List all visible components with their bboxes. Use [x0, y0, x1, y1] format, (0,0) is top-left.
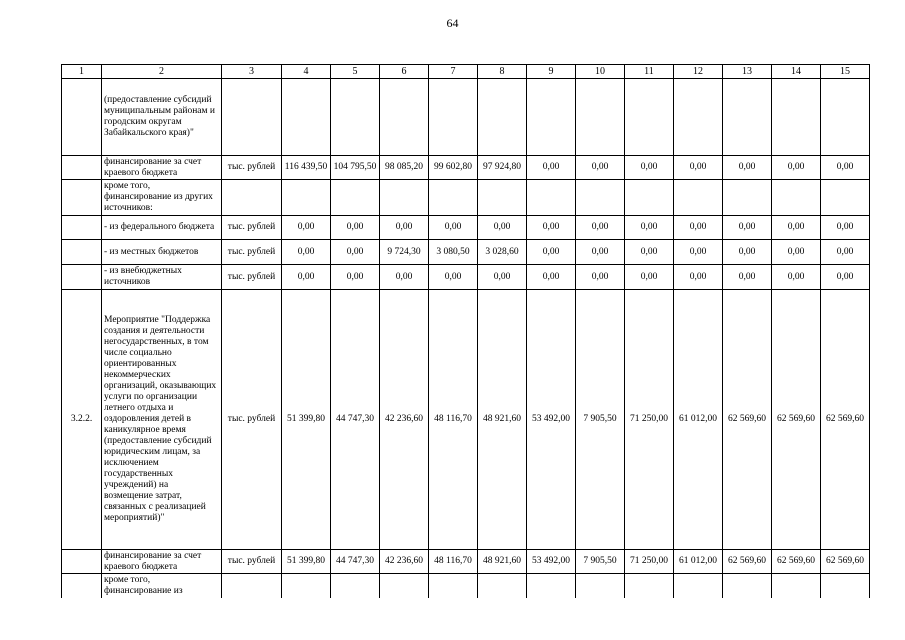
row-value-cell [478, 574, 527, 598]
row-value-cell: 71 250,00 [625, 290, 674, 550]
row-value-cell: 48 116,70 [429, 290, 478, 550]
row-value-cell: 0,00 [576, 156, 625, 180]
column-header-3: 3 [222, 65, 282, 79]
row-value-cell: 0,00 [282, 216, 331, 240]
row-value-cell [576, 79, 625, 156]
row-value-cell: 42 236,60 [380, 290, 429, 550]
row-index-cell [62, 574, 102, 598]
row-description-cell: - из внебюджетных источников [102, 265, 222, 290]
row-value-cell [821, 574, 870, 598]
row-value-cell: 0,00 [821, 265, 870, 290]
row-unit-cell [222, 180, 282, 216]
row-value-cell: 51 399,80 [282, 550, 331, 574]
row-index-cell [62, 216, 102, 240]
row-value-cell: 97 924,80 [478, 156, 527, 180]
row-description-cell: Мероприятие "Поддержка создания и деятельности негосударственных, в том числе социально ориентированных некоммерческих организаций, оказывающих услуги по организации летнего отдыха и оздоровления детей в каникулярное время (предоставление субсидий юридическим лицам, за исключением государственных учреждений) на возмещение затрат, связанных с реализацией мероприятий)" [102, 290, 222, 550]
row-value-cell [723, 79, 772, 156]
row-value-cell [625, 180, 674, 216]
row-value-cell: 62 569,60 [772, 290, 821, 550]
column-header-1: 1 [62, 65, 102, 79]
row-unit-cell: тыс. рублей [222, 290, 282, 550]
row-index-cell [62, 550, 102, 574]
row-value-cell [772, 180, 821, 216]
row-value-cell: 62 569,60 [723, 550, 772, 574]
row-description-cell: кроме того, финансирование из [102, 574, 222, 598]
row-value-cell: 0,00 [576, 216, 625, 240]
row-value-cell: 53 492,00 [527, 290, 576, 550]
row-value-cell: 62 569,60 [821, 550, 870, 574]
row-value-cell: 0,00 [723, 156, 772, 180]
column-header-15: 15 [821, 65, 870, 79]
row-value-cell: 0,00 [772, 216, 821, 240]
row-value-cell: 48 116,70 [429, 550, 478, 574]
row-unit-cell: тыс. рублей [222, 216, 282, 240]
row-value-cell: 0,00 [478, 216, 527, 240]
column-header-11: 11 [625, 65, 674, 79]
column-header-13: 13 [723, 65, 772, 79]
row-value-cell [576, 574, 625, 598]
row-index-cell [62, 180, 102, 216]
row-index-cell: 3.2.2. [62, 290, 102, 550]
row-value-cell [380, 79, 429, 156]
table-row [62, 216, 870, 240]
row-value-cell: 0,00 [772, 240, 821, 265]
column-header-7: 7 [429, 65, 478, 79]
row-value-cell: 3 080,50 [429, 240, 478, 265]
column-header-8: 8 [478, 65, 527, 79]
column-header-14: 14 [772, 65, 821, 79]
row-value-cell [331, 180, 380, 216]
column-header-5: 5 [331, 65, 380, 79]
table-row [62, 550, 870, 574]
row-description-cell: финансирование за счет краевого бюджета [102, 156, 222, 180]
row-value-cell [429, 180, 478, 216]
row-unit-cell: тыс. рублей [222, 240, 282, 265]
row-value-cell: 0,00 [282, 265, 331, 290]
row-value-cell: 61 012,00 [674, 550, 723, 574]
column-header-4: 4 [282, 65, 331, 79]
table-row [62, 574, 870, 598]
row-value-cell: 0,00 [625, 216, 674, 240]
row-value-cell: 0,00 [576, 265, 625, 290]
row-value-cell: 0,00 [331, 216, 380, 240]
row-value-cell: 116 439,50 [282, 156, 331, 180]
row-value-cell: 0,00 [331, 240, 380, 265]
row-value-cell [380, 180, 429, 216]
row-value-cell [282, 574, 331, 598]
row-value-cell: 7 905,50 [576, 550, 625, 574]
row-value-cell: 0,00 [478, 265, 527, 290]
row-value-cell: 0,00 [527, 156, 576, 180]
row-value-cell: 0,00 [576, 240, 625, 265]
row-value-cell [478, 79, 527, 156]
row-description-cell: (предоставление субсидий муниципальным районам и городским округам Забайкальского края)" [102, 79, 222, 156]
row-value-cell [821, 180, 870, 216]
row-value-cell: 0,00 [625, 265, 674, 290]
row-value-cell: 0,00 [282, 240, 331, 265]
row-value-cell: 0,00 [821, 216, 870, 240]
row-description-cell: - из федерального бюджета [102, 216, 222, 240]
row-value-cell [723, 180, 772, 216]
row-value-cell: 53 492,00 [527, 550, 576, 574]
row-value-cell: 71 250,00 [625, 550, 674, 574]
row-value-cell [527, 180, 576, 216]
row-description-cell: - из местных бюджетов [102, 240, 222, 265]
row-value-cell [674, 79, 723, 156]
row-index-cell [62, 156, 102, 180]
row-value-cell [772, 574, 821, 598]
row-value-cell [625, 574, 674, 598]
page-number: 64 [446, 16, 459, 30]
row-value-cell: 0,00 [527, 240, 576, 265]
row-value-cell [772, 79, 821, 156]
row-index-cell [62, 265, 102, 290]
row-value-cell: 44 747,30 [331, 290, 380, 550]
column-header-9: 9 [527, 65, 576, 79]
row-description-cell: кроме того, финансирование из других источников: [102, 180, 222, 216]
row-value-cell: 0,00 [331, 265, 380, 290]
row-value-cell: 0,00 [723, 216, 772, 240]
row-value-cell: 0,00 [380, 265, 429, 290]
column-header-10: 10 [576, 65, 625, 79]
row-value-cell: 62 569,60 [772, 550, 821, 574]
row-value-cell: 98 085,20 [380, 156, 429, 180]
row-value-cell: 0,00 [674, 265, 723, 290]
row-value-cell: 0,00 [821, 240, 870, 265]
row-unit-cell: тыс. рублей [222, 265, 282, 290]
table-header-row [62, 65, 870, 79]
row-value-cell: 42 236,60 [380, 550, 429, 574]
row-value-cell: 7 905,50 [576, 290, 625, 550]
row-value-cell: 0,00 [674, 156, 723, 180]
row-unit-cell: тыс. рублей [222, 550, 282, 574]
row-value-cell: 61 012,00 [674, 290, 723, 550]
row-value-cell [282, 180, 331, 216]
row-value-cell [282, 79, 331, 156]
row-value-cell: 3 028,60 [478, 240, 527, 265]
row-value-cell [821, 79, 870, 156]
row-value-cell [723, 574, 772, 598]
row-value-cell [429, 79, 478, 156]
row-value-cell: 9 724,30 [380, 240, 429, 265]
row-value-cell: 99 602,80 [429, 156, 478, 180]
row-value-cell: 62 569,60 [821, 290, 870, 550]
table-row [62, 240, 870, 265]
row-unit-cell [222, 574, 282, 598]
row-value-cell: 0,00 [772, 265, 821, 290]
row-unit-cell: тыс. рублей [222, 156, 282, 180]
row-value-cell [674, 574, 723, 598]
row-value-cell: 48 921,60 [478, 290, 527, 550]
table-row [62, 290, 870, 550]
row-value-cell: 0,00 [429, 216, 478, 240]
row-index-cell [62, 240, 102, 265]
row-value-cell: 48 921,60 [478, 550, 527, 574]
row-value-cell [625, 79, 674, 156]
row-value-cell: 0,00 [625, 240, 674, 265]
row-value-cell [331, 79, 380, 156]
row-value-cell: 104 795,50 [331, 156, 380, 180]
row-value-cell: 51 399,80 [282, 290, 331, 550]
row-description-cell: финансирование за счет краевого бюджета [102, 550, 222, 574]
table-row [62, 265, 870, 290]
row-value-cell: 0,00 [527, 265, 576, 290]
row-value-cell [331, 574, 380, 598]
row-value-cell: 0,00 [674, 216, 723, 240]
row-value-cell: 0,00 [723, 265, 772, 290]
row-value-cell [527, 79, 576, 156]
table-row [62, 79, 870, 156]
row-value-cell: 0,00 [723, 240, 772, 265]
row-index-cell [62, 79, 102, 156]
row-value-cell: 0,00 [527, 216, 576, 240]
row-value-cell [527, 574, 576, 598]
row-value-cell: 0,00 [772, 156, 821, 180]
row-value-cell: 0,00 [674, 240, 723, 265]
row-value-cell: 62 569,60 [723, 290, 772, 550]
row-value-cell [576, 180, 625, 216]
row-value-cell: 44 747,30 [331, 550, 380, 574]
row-value-cell [478, 180, 527, 216]
row-value-cell [674, 180, 723, 216]
column-header-2: 2 [102, 65, 222, 79]
column-header-6: 6 [380, 65, 429, 79]
row-value-cell: 0,00 [380, 216, 429, 240]
row-value-cell [380, 574, 429, 598]
column-header-12: 12 [674, 65, 723, 79]
budget-table [61, 64, 870, 598]
table-row [62, 156, 870, 180]
row-value-cell [429, 574, 478, 598]
row-value-cell: 0,00 [821, 156, 870, 180]
row-value-cell: 0,00 [429, 265, 478, 290]
row-value-cell: 0,00 [625, 156, 674, 180]
table-row [62, 180, 870, 216]
row-unit-cell [222, 79, 282, 156]
